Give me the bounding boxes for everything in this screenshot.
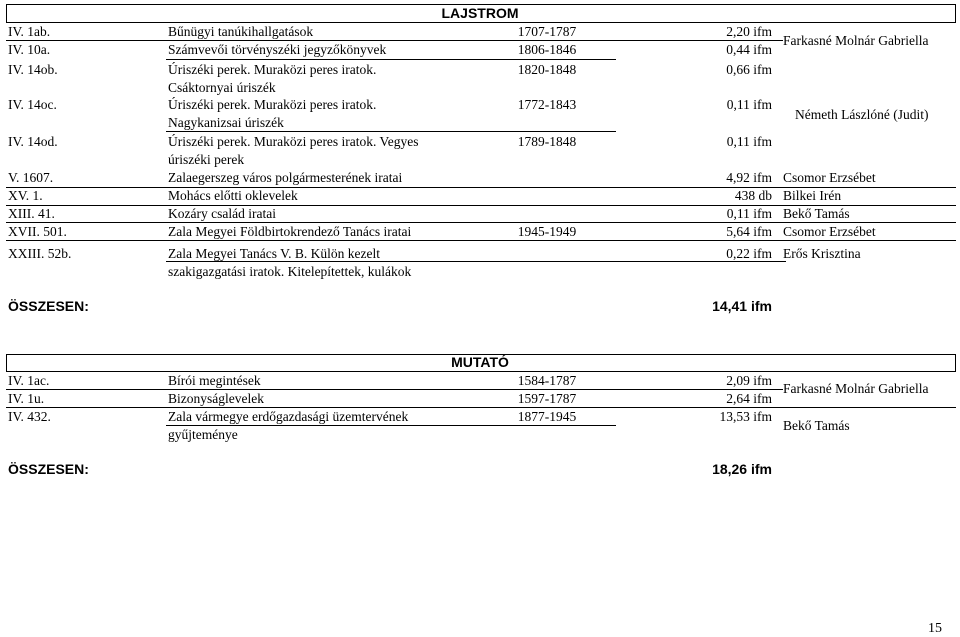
row-divider: [6, 222, 956, 223]
mutato-row-years: 1877-1945: [517, 409, 577, 424]
lajstrom-row-desc: Úriszéki perek. Muraközi peres iratok. Vegyes: [168, 134, 419, 149]
mutato-total-label: ÖSSZESEN:: [8, 461, 89, 477]
mutato-right-border: [955, 354, 956, 371]
lajstrom-row-person: Csomor Erzsébet: [783, 170, 876, 185]
lajstrom-row-size: 4,92 ifm: [726, 170, 772, 185]
page-number: 15: [928, 621, 942, 636]
mutato-row-size: 2,64 ifm: [726, 391, 772, 406]
lajstrom-row-sig: XVII. 501.: [8, 224, 67, 239]
row-divider: [166, 131, 616, 132]
mutato-title: MUTATÓ: [451, 354, 509, 370]
lajstrom-row-desc-line2: Csáktornyai úriszék: [168, 80, 276, 95]
lajstrom-row-desc-line2: úriszéki perek: [168, 152, 245, 167]
lajstrom-row-years: 1789-1848: [517, 134, 577, 149]
lajstrom-row-sig: IV. 14oc.: [8, 97, 57, 112]
lajstrom-total-value: 14,41 ifm: [712, 298, 772, 314]
row-divider: [6, 240, 956, 241]
lajstrom-row-desc: Zala Megyei Tanács V. B. Külön kezelt: [168, 246, 381, 261]
mutato-row-years: 1584-1787: [517, 373, 577, 388]
row-divider: [6, 22, 956, 23]
lajstrom-row-desc-line2: szakigazgatási iratok. Kitelepítettek, kulákok: [168, 264, 412, 279]
lajstrom-row-desc: Zala Megyei Földbirtokrendező Tanács iratai: [168, 224, 412, 239]
row-divider: [6, 407, 956, 408]
row-divider: [6, 371, 956, 372]
lajstrom-row-years: 1707-1787: [517, 24, 577, 39]
lajstrom-row-desc: Számvevői törvényszéki jegyzőkönyvek: [168, 42, 387, 57]
lajstrom-row-person: Erős Krisztina: [783, 246, 861, 261]
row-divider: [6, 40, 783, 41]
mutato-row-person: Bekő Tamás: [783, 418, 850, 433]
lajstrom-top-border: [6, 4, 956, 5]
lajstrom-row-years: 1772-1843: [517, 97, 577, 112]
mutato-group-person: Farkasné Molnár Gabriella: [783, 381, 929, 396]
lajstrom-row-sig: IV. 14od.: [8, 134, 58, 149]
lajstrom-row-years: 1945-1949: [517, 224, 577, 239]
lajstrom-row-years: 1820-1848: [517, 62, 577, 77]
lajstrom-row-desc: Úriszéki perek. Muraközi peres iratok.: [168, 97, 377, 112]
mutato-row-sig: IV. 1ac.: [8, 373, 50, 388]
lajstrom-left-border: [6, 4, 7, 22]
row-divider: [6, 389, 783, 390]
lajstrom-row-sig: XV. 1.: [8, 188, 43, 203]
lajstrom-right-border: [955, 4, 956, 22]
lajstrom-row-desc-line2: Nagykanizsai úriszék: [168, 115, 284, 130]
mutato-row-desc-line2: gyűjteménye: [168, 427, 238, 442]
lajstrom-row-person: Bilkei Irén: [783, 188, 842, 203]
lajstrom-total-label: ÖSSZESEN:: [8, 298, 89, 314]
lajstrom-row-size: 0,66 ifm: [726, 62, 772, 77]
mutato-row-sig: IV. 432.: [8, 409, 51, 424]
mutato-row-size: 2,09 ifm: [726, 373, 772, 388]
mutato-row-desc: Zala vármegye erdőgazdasági üzemtervének: [168, 409, 409, 424]
mutato-row-sig: IV. 1u.: [8, 391, 45, 406]
mutato-left-border: [6, 354, 7, 371]
mutato-row-size: 13,53 ifm: [719, 409, 772, 424]
lajstrom-row-desc: Mohács előtti oklevelek: [168, 188, 298, 203]
lajstrom-row-size: 0,11 ifm: [726, 97, 772, 112]
mutato-row-desc: Bizonyságlevelek: [168, 391, 264, 406]
lajstrom-row-desc: Zalaegerszeg város polgármesterének iratai: [168, 170, 403, 185]
lajstrom-row-desc: Bűnügyi tanúkihallgatások: [168, 24, 314, 39]
mutato-row-desc: Bírói megintések: [168, 373, 261, 388]
mutato-row-years: 1597-1787: [517, 391, 577, 406]
lajstrom-row-size: 2,20 ifm: [726, 24, 772, 39]
lajstrom-row-desc: Úriszéki perek. Muraközi peres iratok.: [168, 62, 377, 77]
lajstrom-row-person: Csomor Erzsébet: [783, 224, 876, 239]
lajstrom-title: LAJSTROM: [441, 5, 519, 21]
lajstrom-row-years: 1806-1846: [517, 42, 577, 57]
lajstrom-row-sig: IV. 1ab.: [8, 24, 51, 39]
lajstrom-row-sig: V. 1607.: [8, 170, 54, 185]
mutato-total-value: 18,26 ifm: [712, 461, 772, 477]
lajstrom-row-desc: Kozáry család iratai: [168, 206, 276, 221]
lajstrom-row-size: 0,11 ifm: [726, 134, 772, 149]
lajstrom-row-size: 0,44 ifm: [726, 42, 772, 57]
group-person-1: Farkasné Molnár Gabriella: [783, 33, 929, 48]
row-divider: [166, 425, 616, 426]
lajstrom-row-size: 0,22 ifm: [726, 246, 772, 261]
lajstrom-row-sig: XXIII. 52b.: [8, 246, 72, 261]
lajstrom-row-sig: IV. 14ob.: [8, 62, 58, 77]
row-divider: [166, 59, 616, 60]
lajstrom-row-person: Bekő Tamás: [783, 206, 850, 221]
lajstrom-row-size: 0,11 ifm: [726, 206, 772, 221]
group-person-2: Németh Lászlóné (Judit): [795, 107, 929, 122]
lajstrom-row-size: 5,64 ifm: [726, 224, 772, 239]
lajstrom-row-sig: IV. 10a.: [8, 42, 51, 57]
lajstrom-row-sig: XIII. 41.: [8, 206, 55, 221]
lajstrom-row-size: 438 db: [734, 188, 772, 203]
